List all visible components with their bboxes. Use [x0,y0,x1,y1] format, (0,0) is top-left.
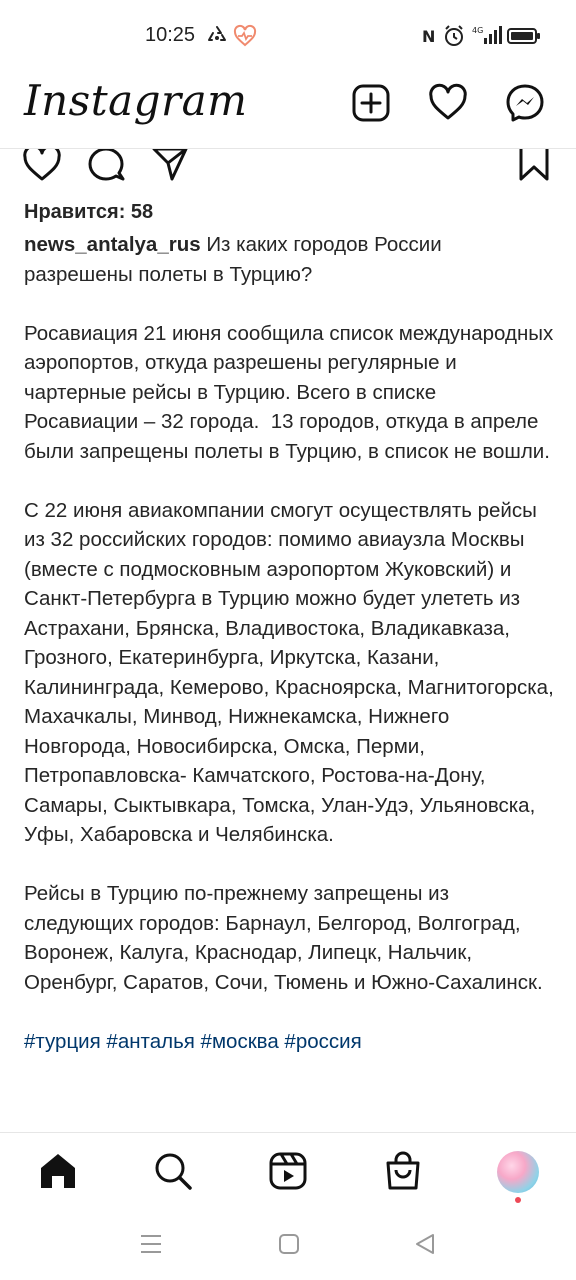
caption-text: Из каких городов России разрешены полеты в Турцию? Росавиация 21 июня сообщила список международных аэропортов, откуда разрешены регулярные и чартерные рейсы в Турцию. Всего в списке Росавиации – 32 города. 13 городов, откуда в апреле были запрещены полеты в Турцию, в список не вошли. С 22 июня авиакомпании смогут осуществлять рейсы из 32 российских городов: помимо авиаузла Москвы (вместе с подмосковным аэропортом Жуковский) и Санкт-Петербурга в Турцию можно будет улететь из Астрахани, Брянска, Владивостока, Владикавказа, Грозного, Екатеринбурга, Иркутска, Казани, Калининграда, Кемерово, Красноярска, Магнитогорска, Махачкалы, Минвод, Нижнекамска, Нижнего Новгорода, Новосибирска, Омска, Перми, Петропавловска- Камчатского, Ростова-на-Дону, Самары, Сыктывкара, Томска, Улан-Удэ, Ульяновска, Уфы, Хабаровска и Челябинска. Рейсы в Турцию по-прежнему запрещены из следующих городов: Барнаул, Белгород, Волгоград, Воронеж, Калуга, Краснодар, Липецк, Нальчик, Оренбург, Саратов, Сочи, Тюмень и Южно-Сахалинск. [24,233,554,994]
notification-dot [515,1197,521,1203]
menu-icon[interactable] [140,1232,162,1261]
svg-text:N: N [422,27,436,46]
post [0,149,576,1132]
svg-text:4G: 4G [472,26,484,35]
likes-count[interactable]: Нравится: 58 [24,201,154,223]
comment-icon[interactable] [86,149,126,188]
app-header [0,72,576,149]
heart-icon[interactable] [427,82,469,124]
signal-4g-icon [472,24,502,53]
back-icon[interactable] [414,1232,436,1261]
profile-avatar[interactable] [497,1151,539,1193]
like-icon[interactable] [22,149,62,188]
shop-icon[interactable] [383,1151,423,1191]
system-nav-bar [0,1210,576,1280]
search-icon[interactable] [153,1151,193,1191]
heart-pulse-icon [233,24,257,53]
status-time: 10:25 [145,24,196,46]
bottom-nav [0,1132,576,1211]
reels-icon[interactable] [268,1151,308,1191]
post-caption [24,230,554,1056]
home-square-icon[interactable] [277,1232,301,1261]
recycle-icon [205,24,229,53]
status-bar [0,0,576,72]
home-icon[interactable] [38,1151,78,1191]
caption-hashtags[interactable]: #турция #анталья #москва #россия [24,1029,362,1053]
instagram-logo[interactable]: Instagram [24,76,248,125]
caption-username[interactable]: news_antalya_rus [24,233,201,256]
alarm-icon [443,24,465,53]
nfc-icon [420,24,440,53]
new-post-icon[interactable] [350,82,392,124]
share-icon[interactable] [150,149,190,188]
messenger-icon[interactable] [504,82,546,124]
battery-icon [507,24,541,53]
post-actions [0,149,576,193]
bookmark-icon[interactable] [517,149,551,188]
